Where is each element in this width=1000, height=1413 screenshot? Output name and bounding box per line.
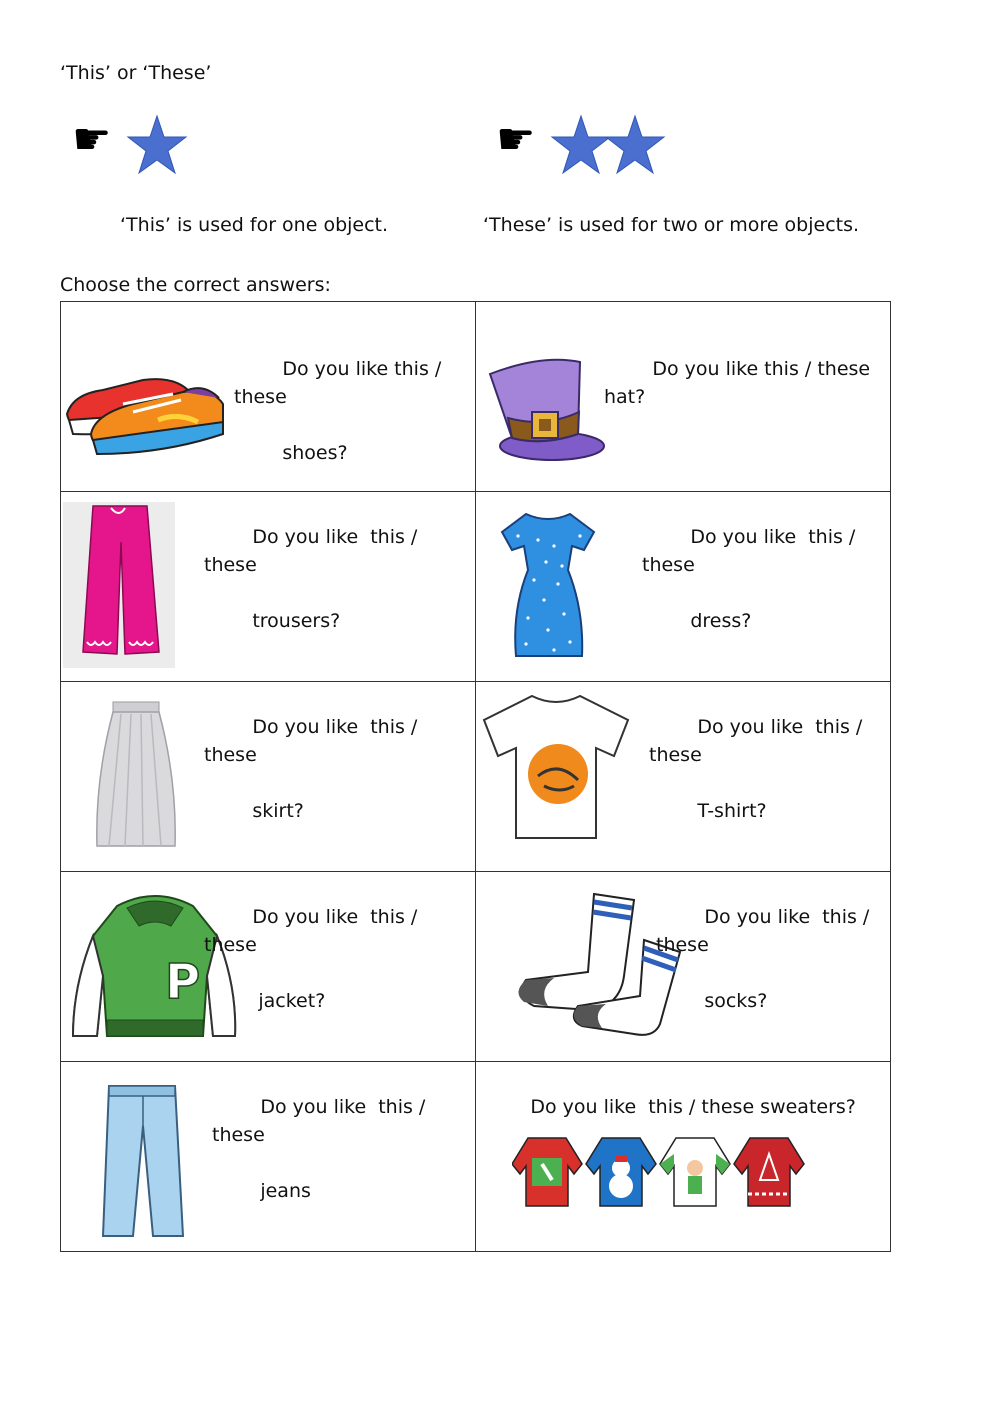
- question-text: Do you like this / these: [234, 358, 448, 408]
- question-cell: [61, 872, 476, 1062]
- question-text: Do you like this / these: [204, 526, 424, 576]
- jeans-picture: [99, 1082, 185, 1240]
- question-cell: [61, 682, 476, 872]
- question-text: Do you like this / these: [212, 1096, 432, 1146]
- this-illustration: [72, 114, 112, 165]
- question-text: dress?: [690, 610, 752, 632]
- pointing-hand-icon: ☛: [72, 114, 112, 165]
- question-cell: [476, 302, 891, 492]
- instruction: Choose the correct answers:: [60, 274, 331, 296]
- question-cell: [476, 682, 891, 872]
- question-text: Do you like this / these sweaters?: [530, 1096, 856, 1118]
- dress-picture: [498, 510, 598, 660]
- pointing-hand-icon: ☛: [496, 114, 536, 165]
- question-cell: [61, 1062, 476, 1252]
- question-cell: [61, 302, 476, 492]
- question-text: T-shirt?: [697, 800, 767, 822]
- question-text: jacket?: [252, 990, 326, 1012]
- tshirt-picture: [480, 690, 632, 842]
- question-text: socks?: [704, 990, 768, 1012]
- these-illustration: [496, 114, 536, 165]
- question-cell: [61, 492, 476, 682]
- question-text: Do you like this / these: [649, 716, 869, 766]
- star-icon: [126, 114, 188, 176]
- questions-table: [60, 301, 891, 1252]
- svg-text:P: P: [165, 954, 201, 1010]
- this-rule: ‘This’ is used for one object.: [120, 214, 389, 236]
- star-icon: [604, 114, 666, 176]
- question-text: Do you like this / these: [204, 716, 424, 766]
- question-text: jeans: [260, 1180, 311, 1202]
- trousers-picture: [63, 502, 175, 668]
- these-rule: ‘These’ is used for two or more objects.: [483, 214, 860, 236]
- question-text: skirt?: [252, 800, 304, 822]
- hat-picture: [482, 346, 612, 476]
- question-cell: [476, 872, 891, 1062]
- shoes-picture: [63, 342, 228, 467]
- question-text: Do you like this / these: [204, 906, 424, 956]
- star-icon: [550, 114, 612, 176]
- question-cell: [476, 1062, 891, 1252]
- question-text: Do you like this / these: [656, 906, 876, 956]
- question-text: Do you like this / these hat?: [604, 358, 877, 408]
- page-title: ‘This’ or ‘These’: [60, 62, 212, 84]
- question-cell: [476, 492, 891, 682]
- question-text: shoes?: [282, 442, 348, 464]
- skirt-picture: [91, 700, 181, 852]
- question-text: trousers?: [252, 610, 341, 632]
- question-text: Do you like this / these: [642, 526, 862, 576]
